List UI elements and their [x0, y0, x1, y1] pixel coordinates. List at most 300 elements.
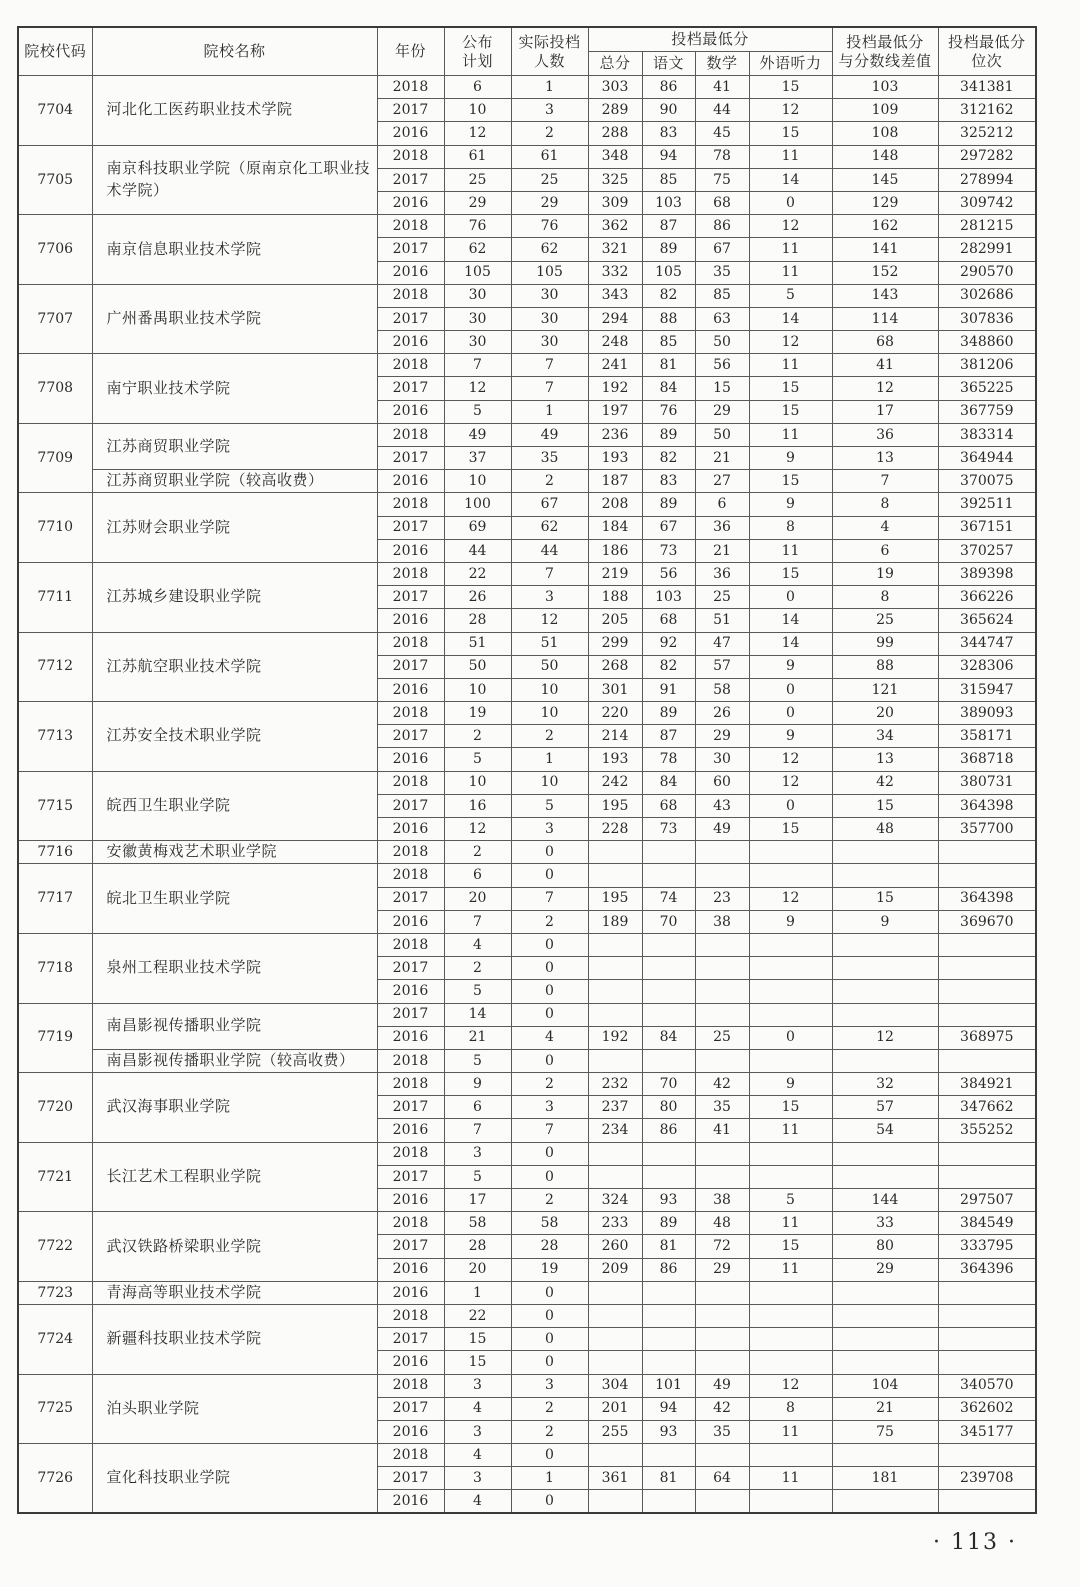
year-cell: 2018: [377, 1374, 444, 1397]
diff-cell: 13: [832, 748, 938, 771]
actual-cell: 0: [511, 957, 588, 980]
diff-cell: 54: [832, 1119, 938, 1142]
table-row: [18, 423, 1036, 446]
listening-score-cell: 0: [749, 678, 832, 701]
school-code: 7710: [18, 493, 92, 563]
plan-cell: 10: [444, 470, 511, 493]
math-score-cell: [695, 1444, 749, 1467]
listening-score-cell: 9: [749, 493, 832, 516]
math-score-cell: [695, 1351, 749, 1374]
diff-cell: [832, 933, 938, 956]
school-code: 7706: [18, 215, 92, 285]
plan-cell: 19: [444, 702, 511, 725]
year-cell: 2016: [377, 1490, 444, 1513]
actual-cell: 2: [511, 910, 588, 933]
actual-cell: 10: [511, 771, 588, 794]
chinese-score-cell: 82: [642, 655, 695, 678]
plan-cell: 49: [444, 423, 511, 446]
total-score-cell: 201: [588, 1397, 642, 1420]
diff-cell: 152: [832, 261, 938, 284]
math-score-cell: 35: [695, 1096, 749, 1119]
listening-score-cell: [749, 980, 832, 1003]
actual-cell: 30: [511, 307, 588, 330]
listening-score-cell: [749, 933, 832, 956]
plan-cell: 6: [444, 1096, 511, 1119]
total-score-cell: 268: [588, 655, 642, 678]
plan-cell: 5: [444, 400, 511, 423]
listening-score-cell: 11: [749, 1467, 832, 1490]
total-score-cell: 242: [588, 771, 642, 794]
chinese-score-cell: 86: [642, 1119, 695, 1142]
plan-cell: 7: [444, 1119, 511, 1142]
chinese-score-cell: 93: [642, 1189, 695, 1212]
plan-cell: 5: [444, 980, 511, 1003]
school-code: 7722: [18, 1212, 92, 1282]
diff-cell: 42: [832, 771, 938, 794]
chinese-score-cell: [642, 1328, 695, 1351]
plan-cell: 20: [444, 887, 511, 910]
total-score-cell: 325: [588, 168, 642, 191]
listening-score-cell: 8: [749, 516, 832, 539]
rank-cell: 345177: [938, 1420, 1036, 1443]
math-score-cell: [695, 864, 749, 887]
chinese-score-cell: 81: [642, 354, 695, 377]
diff-cell: 75: [832, 1420, 938, 1443]
diff-cell: [832, 841, 938, 864]
diff-cell: 34: [832, 725, 938, 748]
total-score-cell: 192: [588, 1026, 642, 1049]
listening-score-cell: [749, 1281, 832, 1304]
year-cell: 2018: [377, 1142, 444, 1165]
rank-cell: 312162: [938, 99, 1036, 122]
school-name: 长江艺术工程职业学院: [92, 1142, 377, 1212]
total-score-cell: [588, 1490, 642, 1513]
rank-cell: 365624: [938, 609, 1036, 632]
plan-cell: 76: [444, 215, 511, 238]
school-code: 7721: [18, 1142, 92, 1212]
listening-score-cell: [749, 1351, 832, 1374]
year-cell: 2016: [377, 1119, 444, 1142]
table-row: [18, 864, 1036, 887]
math-score-cell: 38: [695, 1189, 749, 1212]
year-cell: 2016: [377, 470, 444, 493]
math-score-cell: [695, 933, 749, 956]
diff-cell: 104: [832, 1374, 938, 1397]
school-code: 7720: [18, 1073, 92, 1143]
chinese-score-cell: [642, 1165, 695, 1188]
rank-cell: 367151: [938, 516, 1036, 539]
actual-cell: 0: [511, 1351, 588, 1374]
school-name: 南昌影视传播职业学院（较高收费）: [92, 1049, 377, 1072]
year-cell: 2016: [377, 1026, 444, 1049]
math-score-cell: 23: [695, 887, 749, 910]
table-row: [18, 1281, 1036, 1304]
diff-cell: [832, 1049, 938, 1072]
listening-score-cell: 14: [749, 307, 832, 330]
listening-score-cell: 9: [749, 725, 832, 748]
listening-score-cell: 15: [749, 400, 832, 423]
math-score-cell: 42: [695, 1073, 749, 1096]
total-score-cell: 288: [588, 122, 642, 145]
diff-cell: 8: [832, 586, 938, 609]
year-cell: 2018: [377, 864, 444, 887]
math-score-cell: [695, 1049, 749, 1072]
chinese-score-cell: 94: [642, 1397, 695, 1420]
actual-cell: 0: [511, 1049, 588, 1072]
chinese-score-cell: 81: [642, 1467, 695, 1490]
listening-score-cell: 14: [749, 632, 832, 655]
total-score-cell: 232: [588, 1073, 642, 1096]
chinese-score-cell: 94: [642, 145, 695, 168]
year-cell: 2016: [377, 1420, 444, 1443]
year-cell: 2018: [377, 1304, 444, 1327]
math-score-cell: 44: [695, 99, 749, 122]
chinese-score-cell: [642, 1490, 695, 1513]
total-score-cell: 228: [588, 818, 642, 841]
actual-cell: 0: [511, 1003, 588, 1026]
diff-cell: 148: [832, 145, 938, 168]
plan-cell: 44: [444, 539, 511, 562]
total-score-cell: 205: [588, 609, 642, 632]
chinese-score-cell: 82: [642, 447, 695, 470]
rank-cell: 341381: [938, 76, 1036, 99]
diff-cell: 41: [832, 354, 938, 377]
school-name: 江苏财会职业学院: [92, 493, 377, 563]
diff-cell: [832, 1444, 938, 1467]
actual-cell: 7: [511, 377, 588, 400]
year-cell: 2016: [377, 980, 444, 1003]
total-score-cell: [588, 841, 642, 864]
actual-cell: 0: [511, 980, 588, 1003]
actual-cell: 0: [511, 1304, 588, 1327]
total-score-cell: [588, 957, 642, 980]
chinese-score-cell: 73: [642, 539, 695, 562]
chinese-score-cell: 83: [642, 122, 695, 145]
chinese-score-cell: 92: [642, 632, 695, 655]
diff-cell: 99: [832, 632, 938, 655]
year-cell: 2016: [377, 678, 444, 701]
chinese-score-cell: 80: [642, 1096, 695, 1119]
diff-cell: 88: [832, 655, 938, 678]
actual-cell: 7: [511, 562, 588, 585]
math-score-cell: 64: [695, 1467, 749, 1490]
year-cell: 2016: [377, 539, 444, 562]
school-name: 皖北卫生职业学院: [92, 864, 377, 934]
plan-cell: 21: [444, 1026, 511, 1049]
plan-cell: 26: [444, 586, 511, 609]
school-name: 南宁职业技术学院: [92, 354, 377, 424]
school-code: 7712: [18, 632, 92, 702]
total-score-cell: 255: [588, 1420, 642, 1443]
school-name: 江苏航空职业技术学院: [92, 632, 377, 702]
school-name: 南京科技职业学院（原南京化工职业技术学院）: [92, 145, 377, 215]
school-name: 江苏城乡建设职业学院: [92, 562, 377, 632]
rank-cell: [938, 1490, 1036, 1513]
rank-cell: 309742: [938, 191, 1036, 214]
rank-cell: 290570: [938, 261, 1036, 284]
plan-cell: 2: [444, 725, 511, 748]
rank-cell: 370257: [938, 539, 1036, 562]
actual-cell: 0: [511, 1165, 588, 1188]
rank-cell: 365225: [938, 377, 1036, 400]
total-score-cell: 309: [588, 191, 642, 214]
listening-score-cell: 9: [749, 1073, 832, 1096]
chinese-score-cell: 101: [642, 1374, 695, 1397]
plan-cell: 30: [444, 284, 511, 307]
diff-cell: [832, 1165, 938, 1188]
school-code: 7717: [18, 864, 92, 934]
total-score-cell: 189: [588, 910, 642, 933]
year-cell: 2017: [377, 1003, 444, 1026]
rank-cell: 364944: [938, 447, 1036, 470]
listening-score-cell: 12: [749, 1374, 832, 1397]
total-score-cell: 193: [588, 748, 642, 771]
school-name: 河北化工医药职业技术学院: [92, 76, 377, 146]
year-cell: 2018: [377, 423, 444, 446]
chinese-score-cell: [642, 1351, 695, 1374]
rank-cell: 355252: [938, 1119, 1036, 1142]
admission-score-table: [17, 26, 1037, 1514]
listening-score-cell: 11: [749, 1258, 832, 1281]
chinese-score-cell: [642, 1142, 695, 1165]
year-cell: 2017: [377, 238, 444, 261]
rank-cell: 302686: [938, 284, 1036, 307]
chinese-score-cell: 105: [642, 261, 695, 284]
school-code: 7724: [18, 1304, 92, 1374]
chinese-score-cell: 84: [642, 377, 695, 400]
listening-score-cell: [749, 1165, 832, 1188]
year-cell: 2016: [377, 910, 444, 933]
total-score-cell: 299: [588, 632, 642, 655]
diff-cell: 68: [832, 331, 938, 354]
chinese-score-cell: 56: [642, 562, 695, 585]
plan-cell: 20: [444, 1258, 511, 1281]
math-score-cell: 15: [695, 377, 749, 400]
rank-cell: 362602: [938, 1397, 1036, 1420]
actual-cell: 44: [511, 539, 588, 562]
chinese-score-cell: [642, 1003, 695, 1026]
school-name: 泉州工程职业技术学院: [92, 933, 377, 1003]
total-score-cell: 241: [588, 354, 642, 377]
plan-cell: 2: [444, 841, 511, 864]
actual-cell: 3: [511, 1374, 588, 1397]
rank-cell: [938, 1351, 1036, 1374]
actual-cell: 19: [511, 1258, 588, 1281]
math-score-cell: 29: [695, 725, 749, 748]
math-score-cell: 21: [695, 539, 749, 562]
total-score-cell: [588, 1165, 642, 1188]
plan-cell: 4: [444, 1397, 511, 1420]
chinese-score-cell: 87: [642, 725, 695, 748]
year-cell: 2017: [377, 655, 444, 678]
diff-cell: 129: [832, 191, 938, 214]
diff-cell: 162: [832, 215, 938, 238]
diff-cell: [832, 980, 938, 1003]
plan-cell: 100: [444, 493, 511, 516]
chinese-score-cell: [642, 1281, 695, 1304]
actual-cell: 2: [511, 1397, 588, 1420]
listening-score-cell: 12: [749, 771, 832, 794]
rank-cell: 325212: [938, 122, 1036, 145]
actual-cell: 0: [511, 933, 588, 956]
year-cell: 2018: [377, 76, 444, 99]
year-cell: 2018: [377, 841, 444, 864]
rank-cell: 282991: [938, 238, 1036, 261]
year-cell: 2018: [377, 1049, 444, 1072]
actual-cell: 10: [511, 702, 588, 725]
diff-cell: 6: [832, 539, 938, 562]
math-score-cell: 50: [695, 331, 749, 354]
school-code: 7705: [18, 145, 92, 215]
chinese-score-cell: 84: [642, 771, 695, 794]
table-row: [18, 562, 1036, 585]
chinese-score-cell: 74: [642, 887, 695, 910]
year-cell: 2018: [377, 354, 444, 377]
chinese-score-cell: 73: [642, 818, 695, 841]
plan-cell: 51: [444, 632, 511, 655]
diff-cell: 7: [832, 470, 938, 493]
total-score-cell: 260: [588, 1235, 642, 1258]
rank-cell: 344747: [938, 632, 1036, 655]
plan-cell: 5: [444, 748, 511, 771]
actual-cell: 1: [511, 748, 588, 771]
rank-cell: 364398: [938, 794, 1036, 817]
actual-cell: 0: [511, 1444, 588, 1467]
diff-cell: 29: [832, 1258, 938, 1281]
school-code: 7715: [18, 771, 92, 841]
listening-score-cell: 15: [749, 470, 832, 493]
chinese-score-cell: 76: [642, 400, 695, 423]
math-score-cell: 63: [695, 307, 749, 330]
year-cell: 2017: [377, 957, 444, 980]
diff-cell: [832, 1281, 938, 1304]
diff-cell: [832, 864, 938, 887]
diff-cell: 19: [832, 562, 938, 585]
plan-cell: 1: [444, 1281, 511, 1304]
rank-cell: [938, 1165, 1036, 1188]
math-score-cell: 50: [695, 423, 749, 446]
year-cell: 2017: [377, 377, 444, 400]
rank-cell: 358171: [938, 725, 1036, 748]
table-row: [18, 354, 1036, 377]
diff-cell: 103: [832, 76, 938, 99]
diff-cell: 108: [832, 122, 938, 145]
year-cell: 2017: [377, 516, 444, 539]
math-score-cell: 42: [695, 1397, 749, 1420]
actual-cell: 30: [511, 284, 588, 307]
year-cell: 2016: [377, 331, 444, 354]
rank-cell: [938, 1281, 1036, 1304]
school-name: 皖西卫生职业学院: [92, 771, 377, 841]
table-row: [18, 76, 1036, 99]
year-cell: 2018: [377, 1444, 444, 1467]
listening-score-cell: 5: [749, 284, 832, 307]
plan-cell: 28: [444, 1235, 511, 1258]
listening-score-cell: 11: [749, 145, 832, 168]
total-score-cell: [588, 1328, 642, 1351]
chinese-score-cell: [642, 957, 695, 980]
diff-cell: 15: [832, 794, 938, 817]
math-score-cell: [695, 1304, 749, 1327]
actual-cell: 0: [511, 864, 588, 887]
listening-score-cell: [749, 1328, 832, 1351]
rank-cell: [938, 1304, 1036, 1327]
rank-cell: 367759: [938, 400, 1036, 423]
math-score-cell: 47: [695, 632, 749, 655]
year-cell: 2016: [377, 1351, 444, 1374]
plan-cell: 61: [444, 145, 511, 168]
year-cell: 2018: [377, 632, 444, 655]
total-score-cell: 324: [588, 1189, 642, 1212]
actual-cell: 7: [511, 354, 588, 377]
rank-cell: 281215: [938, 215, 1036, 238]
total-score-cell: [588, 864, 642, 887]
year-cell: 2018: [377, 771, 444, 794]
chinese-score-cell: [642, 980, 695, 1003]
total-score-cell: [588, 1281, 642, 1304]
math-score-cell: 26: [695, 702, 749, 725]
chinese-score-cell: 68: [642, 609, 695, 632]
total-score-cell: 214: [588, 725, 642, 748]
plan-cell: 4: [444, 1444, 511, 1467]
plan-cell: 12: [444, 818, 511, 841]
header-rank: 投档最低分 位次: [938, 27, 1036, 76]
rank-cell: [938, 933, 1036, 956]
actual-cell: 2: [511, 1420, 588, 1443]
math-score-cell: 36: [695, 562, 749, 585]
year-cell: 2016: [377, 748, 444, 771]
diff-cell: 114: [832, 307, 938, 330]
header-name: 院校名称: [92, 27, 377, 76]
math-score-cell: 67: [695, 238, 749, 261]
math-score-cell: 58: [695, 678, 749, 701]
total-score-cell: 303: [588, 76, 642, 99]
year-cell: 2017: [377, 725, 444, 748]
math-score-cell: [695, 1281, 749, 1304]
school-name: 江苏安全技术职业学院: [92, 702, 377, 772]
listening-score-cell: 0: [749, 586, 832, 609]
school-code: 7725: [18, 1374, 92, 1444]
rank-cell: 392511: [938, 493, 1036, 516]
year-cell: 2018: [377, 284, 444, 307]
plan-cell: 28: [444, 609, 511, 632]
school-code: 7716: [18, 841, 92, 864]
chinese-score-cell: 70: [642, 910, 695, 933]
math-score-cell: [695, 980, 749, 1003]
chinese-score-cell: 86: [642, 1258, 695, 1281]
chinese-score-cell: 89: [642, 493, 695, 516]
diff-cell: 144: [832, 1189, 938, 1212]
diff-cell: [832, 1003, 938, 1026]
total-score-cell: 220: [588, 702, 642, 725]
plan-cell: 3: [444, 1420, 511, 1443]
actual-cell: 3: [511, 586, 588, 609]
diff-cell: [832, 1351, 938, 1374]
diff-cell: 12: [832, 1026, 938, 1049]
school-name: 青海高等职业技术学院: [92, 1281, 377, 1304]
diff-cell: [832, 957, 938, 980]
total-score-cell: 208: [588, 493, 642, 516]
table-row: [18, 771, 1036, 794]
total-score-cell: 362: [588, 215, 642, 238]
chinese-score-cell: 86: [642, 76, 695, 99]
rank-cell: 348860: [938, 331, 1036, 354]
chinese-score-cell: 93: [642, 1420, 695, 1443]
listening-score-cell: 12: [749, 215, 832, 238]
school-name: 广州番禺职业技术学院: [92, 284, 377, 354]
listening-score-cell: 15: [749, 1235, 832, 1258]
school-name: 新疆科技职业技术学院: [92, 1304, 377, 1374]
